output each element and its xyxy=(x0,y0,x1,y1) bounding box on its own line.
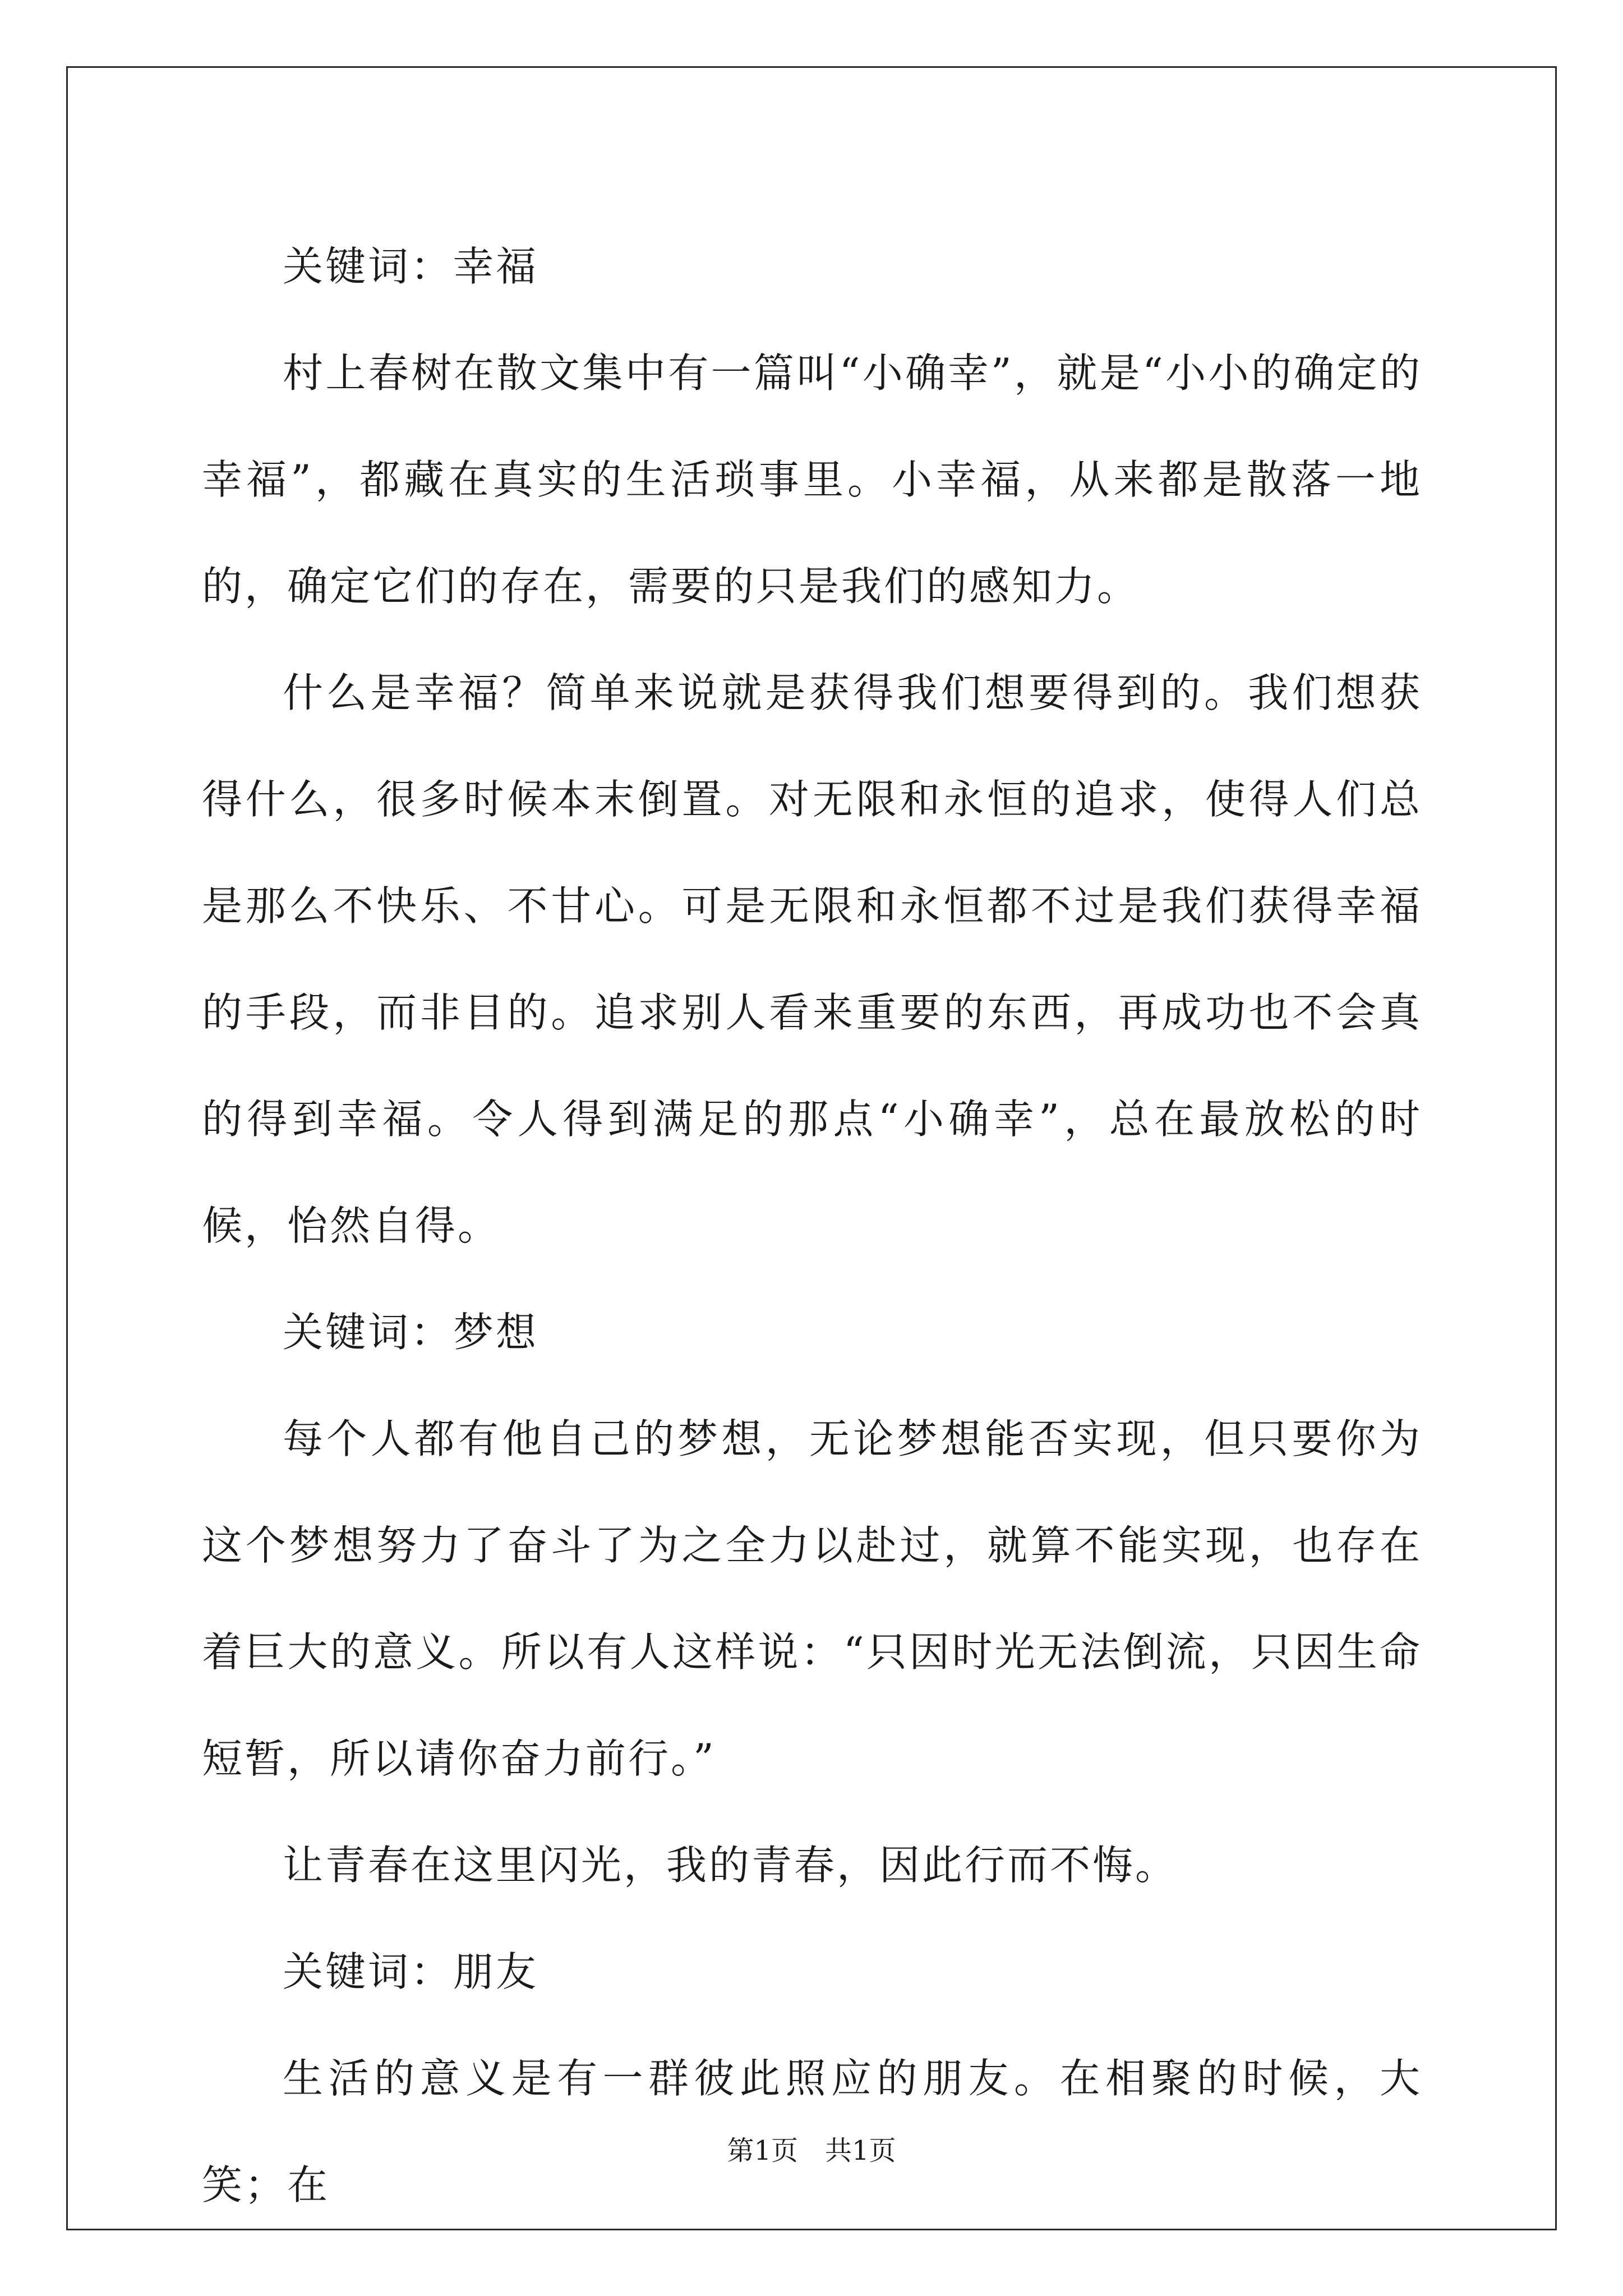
paragraph: 村上春树在散文集中有一篇叫“小确幸”，就是“小小的确定的幸福”，都藏在真实的生活琐事里。小幸福，从来都是散落一地的，确定它们的存在，需要的只是我们的感知力。 xyxy=(202,349,1422,610)
paragraph: 什么是幸福？简单来说就是获得我们想要得到的。我们想获得什么，很多时候本末倒置。对无限和永恒的追求，使得人们总是那么不快乐、不甘心。可是无限和永恒都不过是我们获得幸福的手段，而非目的。追求别人看来重要的东西，再成功也不会真的得到幸福。令人得到满足的那点“小确幸”，总在最放松的时候，怡然自得。 xyxy=(202,669,1422,1249)
paragraph: 每个人都有他自己的梦想，无论梦想能否实现，但只要你为这个梦想努力了奋斗了为之全力以赴过，就算不能实现，也存在着巨大的意义。所以有人这样说：“只因时光无法倒流，只因生命短暂，所以请你奋力前行。” xyxy=(202,1415,1422,1782)
paragraph: 让青春在这里闪光，我的青春，因此行而不悔。 xyxy=(283,1842,1178,1889)
page-footer xyxy=(0,2129,1623,2168)
paragraph: 生活的意义是有一群彼此照应的朋友。在相聚的时候，大笑；在 xyxy=(202,2055,1422,2208)
keyword-heading: 关键词：朋友 xyxy=(283,1948,539,1995)
page-number: 第1页 xyxy=(727,2135,798,2166)
keyword-heading: 关键词：幸福 xyxy=(283,243,539,290)
keyword-heading: 关键词：梦想 xyxy=(283,1309,539,1356)
page-total: 共1页 xyxy=(825,2135,896,2166)
document-body xyxy=(202,213,1422,2238)
